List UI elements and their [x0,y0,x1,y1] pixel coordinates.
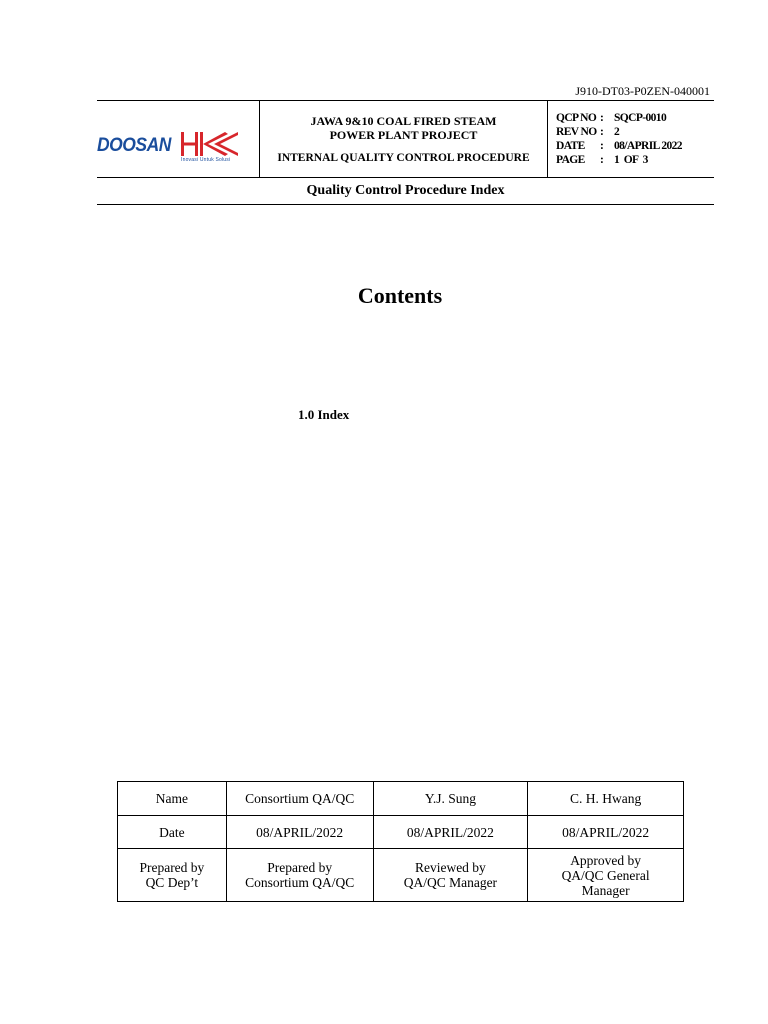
contents-heading: Contents [357,283,443,308]
info-row-qcp-no: QCP NO : SQCP-0010 [556,112,667,124]
project-title-line1: JAWA 9&10 COAL FIRED STEAM [310,114,497,128]
signoff-cell: Date [118,816,227,849]
signoff-row-name [118,782,684,816]
signoff-cell: Name [118,782,227,816]
signoff-cell: Y.J. Sung [373,782,528,816]
procedure-name: INTERNAL QUALITY CONTROL PROCEDURE [277,152,530,164]
signoff-cell: Reviewed by QA/QC Manager [373,849,528,902]
signoff-cell: Prepared by Consortium QA/QC [226,849,373,902]
signoff-cell: 08/APRIL/2022 [226,816,373,849]
document-info-cell [548,101,714,177]
signoff-cell: Approved by QA/QC General Manager [528,849,684,902]
info-row-page: PAGE : 1 OF 3 [556,154,648,166]
signoff-cell: Prepared by QC Dep’t [118,849,227,902]
info-row-rev-no: REV NO : 2 [556,126,620,138]
signoff-row-roles [118,849,684,902]
document-title: Quality Control Procedure Index [97,178,714,205]
signoff-table [117,781,684,902]
hk-tagline: Inovasi Untuk Solusi [181,157,231,163]
hk-logo-icon [180,131,242,157]
signoff-row-date [118,816,684,849]
doosan-logo: DOOSAN [97,135,171,156]
document-header [97,100,714,178]
info-row-date: DATE : 08/APRIL 2022 [556,140,682,152]
signoff-cell: C. H. Hwang [528,782,684,816]
project-cell [260,101,548,177]
signoff-cell: 08/APRIL/2022 [528,816,684,849]
document-number: J910-DT03-P0ZEN-040001 [575,84,710,98]
section-heading-index: 1.0 Index [298,407,350,422]
project-title-line2: POWER PLANT PROJECT [329,128,478,142]
project-title [260,114,547,142]
signoff-cell: Consortium QA/QC [226,782,373,816]
signoff-cell: 08/APRIL/2022 [373,816,528,849]
company-logo-cell [97,101,260,177]
